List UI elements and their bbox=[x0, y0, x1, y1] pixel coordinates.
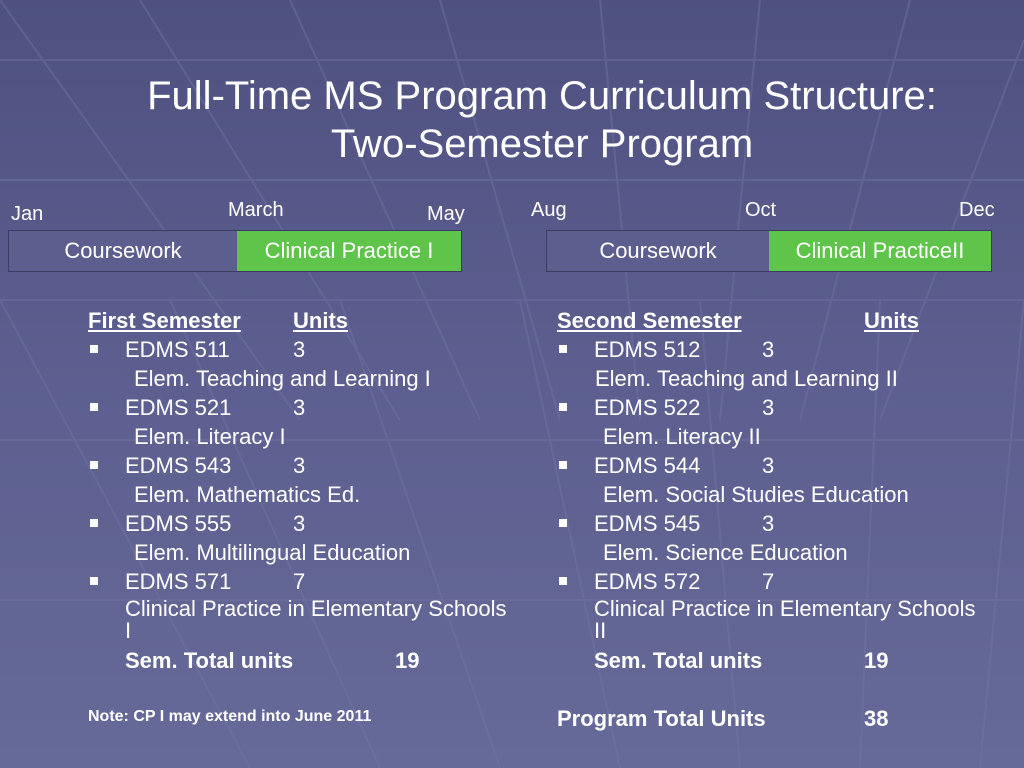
course-title-row bbox=[557, 538, 997, 567]
second-semester-column bbox=[557, 306, 997, 733]
bullet-icon bbox=[559, 403, 567, 411]
course-title: Elem. Science Education bbox=[603, 540, 848, 565]
course-row bbox=[557, 451, 997, 480]
second-semester-header bbox=[557, 306, 997, 335]
course-row bbox=[88, 451, 518, 480]
course-title: Elem. Literacy II bbox=[603, 424, 761, 449]
spacer bbox=[88, 675, 518, 702]
course-code: EDMS 512 bbox=[594, 337, 701, 362]
course-units: 7 bbox=[293, 569, 306, 594]
total-value: 19 bbox=[395, 648, 420, 673]
course-code: EDMS 522 bbox=[594, 395, 701, 420]
course-row bbox=[88, 509, 518, 538]
course-units: 3 bbox=[293, 453, 306, 478]
semester-total-row bbox=[557, 646, 997, 675]
clinical-practice-segment: Clinical Practice I bbox=[237, 231, 461, 271]
month-may: May bbox=[427, 203, 465, 225]
course-units: 3 bbox=[762, 511, 775, 536]
course-units: 3 bbox=[762, 395, 775, 420]
course-units: 3 bbox=[293, 395, 306, 420]
course-title: Elem. Mathematics Ed. bbox=[134, 482, 361, 507]
units-label: Units bbox=[864, 308, 919, 333]
title-line-2: Two-Semester Program bbox=[330, 122, 754, 166]
course-title: Clinical Practice in Elementary Schools II bbox=[594, 596, 976, 643]
bullet-icon bbox=[90, 345, 98, 353]
month-jan: Jan bbox=[11, 203, 44, 225]
course-title: Elem. Multilingual Education bbox=[134, 540, 411, 565]
course-row bbox=[557, 509, 997, 538]
course-row bbox=[88, 335, 518, 364]
timeline-bar-first bbox=[8, 230, 462, 272]
note: Note: CP I may extend into June 2011 bbox=[88, 708, 372, 725]
course-title-row bbox=[88, 364, 518, 393]
bullet-icon bbox=[90, 519, 98, 527]
course-row bbox=[557, 335, 997, 364]
course-title-row bbox=[88, 538, 518, 567]
course-title-row bbox=[557, 596, 997, 646]
course-code: EDMS 521 bbox=[125, 395, 232, 420]
bullet-icon bbox=[559, 577, 567, 585]
spacer bbox=[557, 675, 997, 704]
course-row bbox=[88, 567, 518, 596]
program-total-value: 38 bbox=[864, 706, 889, 731]
course-title-row bbox=[88, 422, 518, 451]
course-title-row bbox=[557, 422, 997, 451]
title-line-1: Full-Time MS Program Curriculum Structure: bbox=[147, 74, 937, 118]
course-code: EDMS 555 bbox=[125, 511, 232, 536]
first-semester-header bbox=[88, 306, 518, 335]
total-label: Sem. Total units bbox=[125, 648, 294, 673]
course-code: EDMS 571 bbox=[125, 569, 232, 594]
course-code: EDMS 511 bbox=[125, 337, 230, 362]
units-label: Units bbox=[293, 308, 348, 333]
total-value: 19 bbox=[864, 648, 889, 673]
semester-label: Second Semester bbox=[557, 308, 742, 333]
clinical-practice-segment: Clinical PracticeII bbox=[769, 231, 991, 271]
program-total-label: Program Total Units bbox=[557, 706, 766, 731]
bullet-icon bbox=[559, 461, 567, 469]
course-title: Clinical Practice in Elementary Schools I bbox=[125, 596, 507, 643]
course-code: EDMS 572 bbox=[594, 569, 701, 594]
coursework-segment: Coursework bbox=[547, 231, 769, 271]
bullet-icon bbox=[559, 345, 567, 353]
program-total-row bbox=[557, 704, 997, 733]
course-units: 7 bbox=[762, 569, 775, 594]
course-title-row bbox=[557, 480, 997, 509]
course-units: 3 bbox=[762, 453, 775, 478]
month-oct: Oct bbox=[745, 199, 777, 221]
course-units: 3 bbox=[293, 511, 306, 536]
course-units: 3 bbox=[293, 337, 306, 362]
slide-title bbox=[60, 72, 1024, 168]
course-title: Elem. Literacy I bbox=[134, 424, 286, 449]
first-semester-column bbox=[88, 306, 518, 731]
semester-label: First Semester bbox=[88, 308, 241, 333]
course-title: Elem. Teaching and Learning II bbox=[595, 366, 898, 391]
course-code: EDMS 545 bbox=[594, 511, 701, 536]
course-row bbox=[557, 567, 997, 596]
month-dec: Dec bbox=[959, 199, 995, 221]
course-title-row bbox=[557, 364, 997, 393]
course-title: Elem. Teaching and Learning I bbox=[134, 366, 431, 391]
total-label: Sem. Total units bbox=[594, 648, 763, 673]
course-title-row bbox=[88, 596, 518, 646]
course-code: EDMS 543 bbox=[125, 453, 232, 478]
coursework-segment: Coursework bbox=[9, 231, 237, 271]
course-units: 3 bbox=[762, 337, 775, 362]
course-title: Elem. Social Studies Education bbox=[603, 482, 909, 507]
course-code: EDMS 544 bbox=[594, 453, 701, 478]
course-row bbox=[557, 393, 997, 422]
semester-total-row bbox=[88, 646, 518, 675]
course-title-row bbox=[88, 480, 518, 509]
course-row bbox=[88, 393, 518, 422]
month-march: March bbox=[228, 199, 284, 221]
bullet-icon bbox=[90, 403, 98, 411]
bullet-icon bbox=[90, 461, 98, 469]
timeline-bar-second bbox=[546, 230, 992, 272]
bullet-icon bbox=[90, 577, 98, 585]
month-aug: Aug bbox=[531, 199, 567, 221]
bullet-icon bbox=[559, 519, 567, 527]
